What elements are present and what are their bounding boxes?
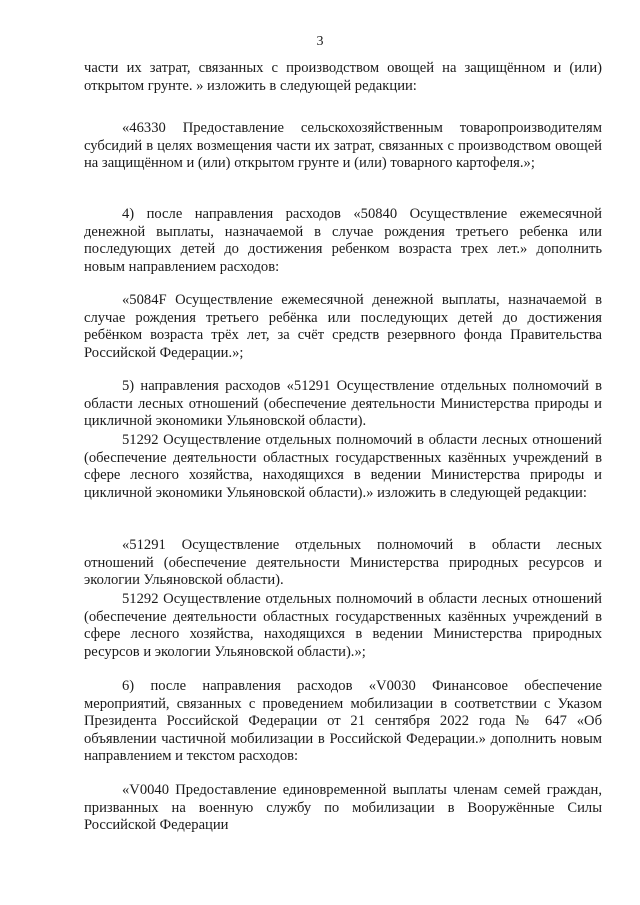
paragraph-8: 51292 Осуществление отдельных полномочий в области лесных отношений (обеспечение деятельности областных государственных казённых учреждений в сфере лесного хозяйства, находящихся в ведении Министерства природных ресурсов и экологии Ульяновской области).»; [84,591,602,660]
paragraph-10: «V0040 Предоставление единовременной выплаты членам семей граждан, призванных на военную службу по мобилизации в Вооружённые Силы Российской Федерации [84,782,602,834]
paragraph-4: «5084F Осуществление ежемесячной денежной выплаты, назначаемой в случае рождения третьего ребёнка или последующих детей до достижения ребёнком возраста трёх лет, за счёт средств резервного фонда Правительства Российской Федерации.»; [84,292,602,361]
paragraph-5: 5) направления расходов «51291 Осуществление отдельных полномочий в области лесных отношений (обеспечение деятельности Министерства природы и цикличной экономики Ульяновской области). [84,378,602,430]
paragraph-6: 51292 Осуществление отдельных полномочий в области лесных отношений (обеспечение деятельности областных государственных казённых учреждений в сфере лесного хозяйства, находящихся в ведении Министерства природы и цикличной экономики Ульяновской области).» изложить в следующей редакции: [84,432,602,501]
paragraph-1: части их затрат, связанных с производством овощей на защищённом и (или) открытом грунте. » изложить в следующей редакции: [84,60,602,94]
paragraph-3: 4) после направления расходов «50840 Осуществление ежемесячной денежной выплаты, назначаемой в случае рождения третьего ребенка или последующих детей до достижения ребенком возраста трех лет.» дополнить новым направлением расходов: [84,206,602,275]
paragraph-7: «51291 Осуществление отдельных полномочий в области лесных отношений (обеспечение деятельности Министерства природных ресурсов и экологии Ульяновской области). [84,537,602,589]
paragraph-9: 6) после направления расходов «V0030 Финансовое обеспечение мероприятий, связанных с проведением мобилизации в соответствии с Указом Президента Российской Федерации от 21 сентября 2022 года № 647 «Об объявлении частичной мобилизации в Российской Федерации.» дополнить новым направлением и текстом расходов: [84,678,602,765]
page-number: 3 [316,34,324,49]
paragraph-2: «46330 Предоставление сельскохозяйственным товаропроизводителям субсидий в целях возмещения части их затрат, связанных с производством овощей на защищённом и (или) открытом грунте и (или) товарного картофеля.»; [84,120,602,172]
